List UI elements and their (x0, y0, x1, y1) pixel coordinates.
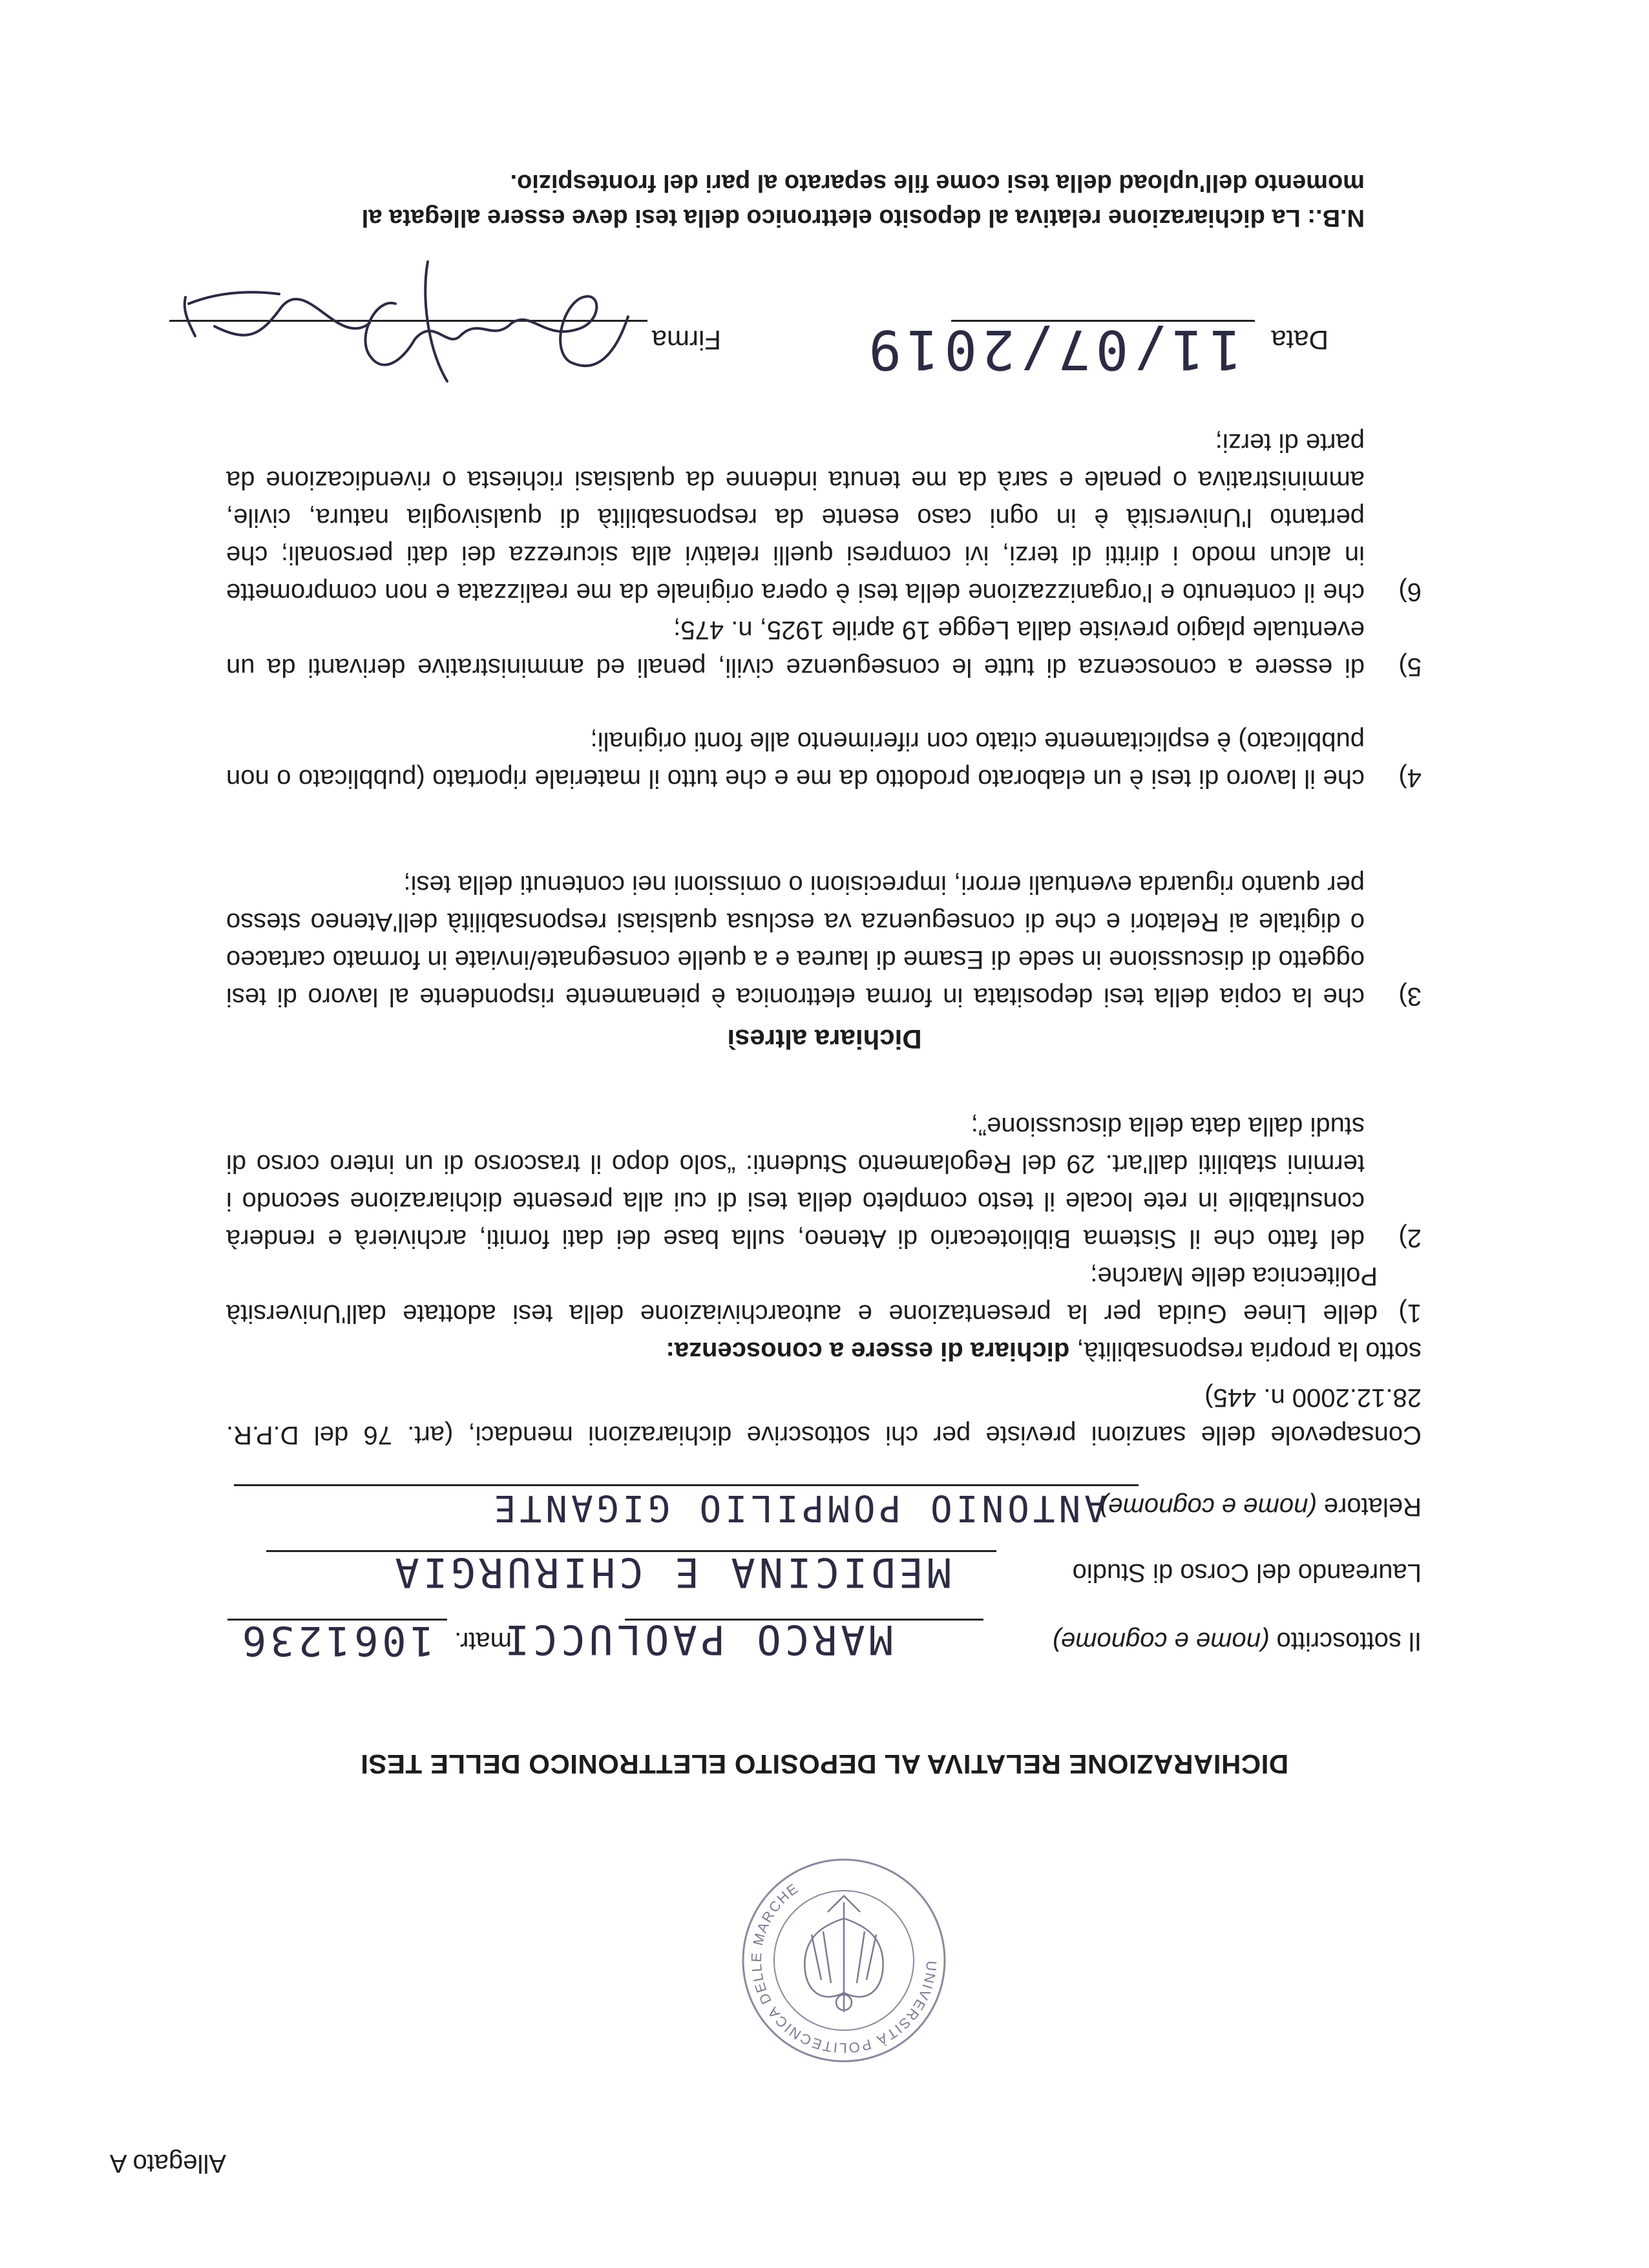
item-number: 4) (1398, 764, 1422, 792)
item-text: del fatto che il Sistema Bibliotecario di Ateneo, sulla base dei dati forniti, archivierà e renderà consultabile in rete locale il testo completo della tesi di cui alla presente dichiarazione secondo i termini stabiliti dall'art. 29 del Regolamento Studenti: “solo dopo il trascorso di un intero corso di studi dalla data della discussione”; (226, 1112, 1365, 1253)
document-title: DICHIARAZIONE RELATIVA AL DEPOSITO ELETTRONICO DELLE TESI (360, 1749, 1289, 1780)
sottoscritto-label: Il sottoscritto (1276, 1627, 1422, 1655)
item-text: che il contenuto e l'organizzazione della tesi è opera originale da me realizzata e non compromette in alcun modo i diritti di terzi, ivi compresi quelli relativi alla sicurezza dei dati personali; che pertanto l'Università è in ogni caso esente da responsabilità di qualsivoglia natura, civile, amministrativa o penale e sarà da me tenuta indenne da qualsiasi richiesta o rivendicazione da parte di terzi; (226, 428, 1365, 607)
signature (150, 252, 641, 401)
matr-handwritten: 1061236 (238, 1617, 434, 1664)
relatore-label: Relatore (1323, 1493, 1422, 1521)
item-text: che il lavoro di tesi è un elaborato prodotto da me e che tutto il materiale riportato (pubblicato o non pubblicato) è esplicitamente citato con riferimento alle fonti originali; (226, 727, 1365, 793)
data-label: Data (1271, 325, 1329, 355)
item-number: 5) (1398, 653, 1422, 681)
sotto-la-propria-prefix: sotto la propria responsabilità, (1077, 1337, 1422, 1365)
matr-label: matr. (454, 1627, 512, 1655)
item-text: delle Linee Guida per la presentazione e autoarchiviazione della tesi adottate dall'Università Politecnica delle Marche; (226, 1262, 1378, 1328)
dichiara-altresi-heading: Dichiara altresì (727, 1024, 922, 1055)
consapevole-paragraph: Consapevole delle sanzioni previste per chi sottoscrive dichiarazioni mendaci, (art. 76 del D.P.R. 28.12.2000 n. 445) (226, 1383, 1422, 1449)
seal-ring-text: UNIVERSITÀ POLITECNICA DELLE MARCHE (748, 1880, 940, 2057)
allegato-label: Allegato A (109, 2149, 226, 2178)
item-number: 6) (1398, 578, 1422, 606)
sotto-la-propria-paragraph (226, 1332, 1422, 1370)
item-number: 2) (1398, 1224, 1422, 1252)
item-number: 1) (1398, 1299, 1422, 1327)
relatore-row (1100, 1492, 1422, 1521)
nb-note: N.B.: La dichiarazione relativa al deposito elettronico della tesi deve essere allegata al momento dell'upload della tesi come file separato al pari del frontespizio. (361, 169, 1365, 231)
dichiara-conoscenza-bold: dichiara di essere a conoscenza: (666, 1337, 1070, 1365)
sottoscritto-handwritten: MARCO PAOLUCCI (501, 1616, 893, 1663)
university-seal (740, 1857, 947, 2064)
corso-label: Laureando del Corso di Studio (1072, 1559, 1422, 1587)
nome-cognome-hint: (nome e cognome) (1052, 1627, 1270, 1655)
firma-label: Firma (651, 325, 721, 355)
relatore-hint: (nome e cognome) (1099, 1493, 1317, 1521)
data-handwritten: 11/07/2019 (863, 318, 1242, 381)
item-text: che la copia della tesi depositata in forma elettronica è pienamente rispondente al lavoro di tesi oggetto di discussione in sede di Esame di laurea e a quelle consegnate/inviate in formato cartaceo o digitale ai Relatori e che di conseguenza va esclusa qualsiasi responsabilità dell'Ateneo stesso per quanto riguarda eventuali errori, imprecisioni o omissioni nei contenuti della tesi; (226, 870, 1365, 1011)
item-text: di essere a conoscenza di tutte le conseguenze civili, penali ed amministrative derivanti da un eventuale plagio previste dalla Legge 19 aprile 1925, n. 475; (226, 616, 1365, 682)
sottoscritto-row (1053, 1626, 1422, 1655)
corso-handwritten: MEDICINA E CHIRURGIA (391, 1549, 951, 1596)
relatore-handwritten: ANTONIO POMPILIO GIGANTE (490, 1487, 1106, 1529)
item-number: 3) (1398, 982, 1422, 1011)
